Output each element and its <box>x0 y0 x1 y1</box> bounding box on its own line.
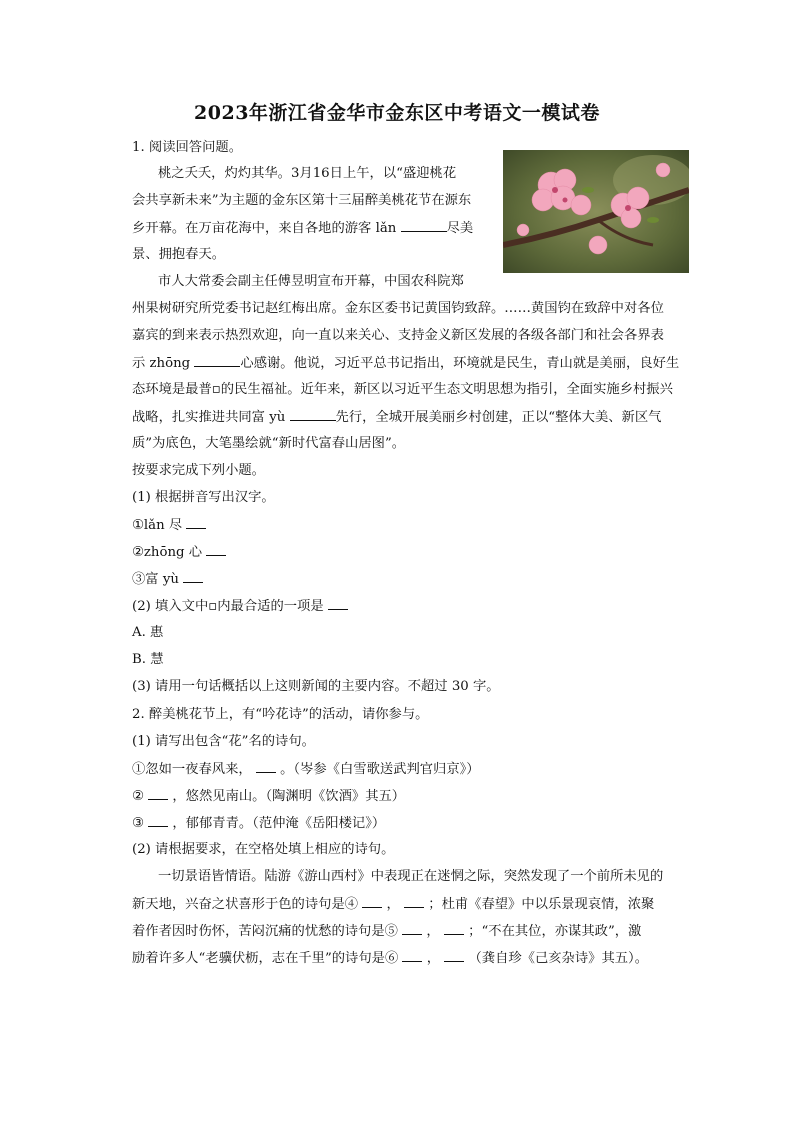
answer-blank <box>444 948 464 962</box>
answer-blank <box>183 569 203 583</box>
q2-para-line4: 励着许多人“老骥伏枥，志在千里”的诗句是⑥ ， （龚自珍《己亥杂诗》其五）。 <box>132 948 648 969</box>
option-b: B. 慧 <box>132 652 164 667</box>
q1-sub1-item3 <box>132 569 203 590</box>
q1-sub1-item2 <box>132 542 226 563</box>
q1-p1-line3 <box>132 218 473 239</box>
q1-instruction: 按要求完成下列小题。 <box>132 463 265 478</box>
answer-blank <box>256 759 276 773</box>
box-placeholder-icon: ▫ <box>211 382 221 397</box>
answer-blank <box>444 921 464 935</box>
peach-blossom-photo <box>503 150 689 273</box>
q2-sub1: (1) 请写出包含“花”名的诗句。 <box>132 734 315 749</box>
q1-sub2-tail: 内最合适的一项是 <box>217 599 324 614</box>
q2-line1-a: ①忽如一夜春风来， <box>132 762 252 777</box>
q1-p1-line3-text: 乡开幕。在万亩花海中，来自各地的游客 lǎn <box>132 221 397 236</box>
q1-p1-line4: 景、拥抱春天。 <box>132 247 226 262</box>
box-placeholder-icon: ▫ <box>208 599 218 614</box>
q1-sub2 <box>132 596 348 617</box>
q1-p1-line3-tail: 尽美 <box>446 221 474 236</box>
q2-para-line1: 一切景语皆情语。陆游《游山西村》中表现正在迷惘之际，突然发现了一个前所未见的 <box>158 869 664 884</box>
q1-sub1-item2-text: ②zhōng 心 <box>132 545 203 560</box>
q2-line2-b: ，悠然见南山。（陶渊明《饮酒》其五） <box>172 789 406 804</box>
q1-sub1: (1) 根据拼音写出汉字。 <box>132 490 275 505</box>
q1-heading: 1. 阅读回答问题。 <box>132 140 242 155</box>
q2-para-line2: 新天地，兴奋之状喜形于色的诗句是④ ， ；杜甫《春望》中以乐景现哀情，浓聚 <box>132 894 654 915</box>
q1-p2-line4-tail: 心感谢。他说，习近平总书记指出，环境就是民生，青山就是美丽，良好生 <box>240 356 680 371</box>
q2-line1 <box>132 759 480 780</box>
option-a: A. 惠 <box>132 625 164 640</box>
q1-p2-line1: 市人大常委会副主任傅昱明宣布开幕，中国农科院郑 <box>158 274 464 289</box>
q2-line1-b: 。（岑参《白雪歌送武判官归京》） <box>280 762 480 777</box>
q2-para-line2-tail: ；杜甫《春望》中以乐景现哀情，浓聚 <box>428 897 655 912</box>
blank-yu <box>290 407 336 421</box>
q2-para-line3: 着作者因时伤怀，苦闷沉痛的忧愁的诗句是⑤ ， ；“不在其位，亦谋其政”，激 <box>132 921 641 942</box>
q2-para-line4-text: 励着许多人“老骥伏枥，志在千里”的诗句是⑥ <box>132 951 399 966</box>
q1-p2-line5-tail: 的民生福祉。近年来，新区以习近平生态文明思想为指引，全面实施乡村振兴 <box>220 382 673 397</box>
q1-p2-line6-tail: 先行，全城开展美丽乡村创建，正以“整体大美、新区气 <box>335 410 662 425</box>
q1-p2-line5-text: 态环境是最普 <box>132 382 212 397</box>
q1-p1-line1: 桃之夭夭，灼灼其华。3月16日上午，以“盛迎桃花 <box>158 166 457 181</box>
answer-blank <box>148 813 168 827</box>
q2-line2 <box>132 786 405 807</box>
q2-para-line3-tail: ；“不在其位，亦谋其政”，激 <box>468 924 642 939</box>
q1-sub1-item3-text: ③富 yù <box>132 572 179 587</box>
blank-lan <box>401 218 447 232</box>
q1-p2-line7: 质”为底色，大笔墨绘就“新时代富春山居图”。 <box>132 436 406 451</box>
q2-heading: 2. 醉美桃花节上，有“吟花诗”的活动，请你参与。 <box>132 707 429 722</box>
q1-sub1-item1-text: ①lǎn 尽 <box>132 518 183 533</box>
answer-blank <box>402 921 422 935</box>
q2-line2-a: ② <box>132 789 144 804</box>
answer-blank <box>148 786 168 800</box>
q1-p2-line6-text: 战略，扎实推进共同富 yù <box>132 410 286 425</box>
q2-para-line3-text: 着作者因时伤怀，苦闷沉痛的忧愁的诗句是⑤ <box>132 924 398 939</box>
q1-p2-line3: 嘉宾的到来表示热烈欢迎，向一直以来关心、支持金义新区发展的各级各部门和社会各界表 <box>132 328 664 343</box>
q2-line3-b: ，郁郁青青。（范仲淹《岳阳楼记》） <box>172 816 386 831</box>
page-title: 2023年浙江省金华市金东区中考语文一模试卷 <box>194 102 600 124</box>
q1-sub3: (3) 请用一句话概括以上这则新闻的主要内容。不超过 30 字。 <box>132 679 500 694</box>
q2-line3 <box>132 813 385 834</box>
answer-blank <box>362 894 382 908</box>
answer-blank <box>402 948 422 962</box>
answer-blank <box>186 515 206 529</box>
peach-blossom-image <box>503 150 689 273</box>
q2-para-line2-text: 新天地，兴奋之状喜形于色的诗句是④ <box>132 897 359 912</box>
blank-zhong <box>194 353 240 367</box>
q1-sub1-item1 <box>132 515 206 536</box>
q1-p2-line4-text: 示 zhōng <box>132 356 191 371</box>
q1-p2-line5 <box>132 380 673 400</box>
q1-p2-line4 <box>132 353 679 374</box>
q1-p1-line2: 会共享新未来”为主题的金东区第十三届醉美桃花节在源东 <box>132 193 472 208</box>
q1-p2-line6 <box>132 407 661 428</box>
answer-blank <box>328 596 348 610</box>
answer-blank <box>404 894 424 908</box>
q1-sub2-text: (2) 填入文中 <box>132 599 209 614</box>
q1-p2-line2: 州果树研究所党委书记赵红梅出席。金东区委书记黄国钧致辞。……黄国钧在致辞中对各位 <box>132 301 664 316</box>
q2-para-line4-tail: （龚自珍《己亥杂诗》其五）。 <box>468 951 648 966</box>
q2-line3-a: ③ <box>132 816 144 831</box>
q2-sub2: (2) 请根据要求，在空格处填上相应的诗句。 <box>132 842 395 857</box>
answer-blank <box>206 542 226 556</box>
